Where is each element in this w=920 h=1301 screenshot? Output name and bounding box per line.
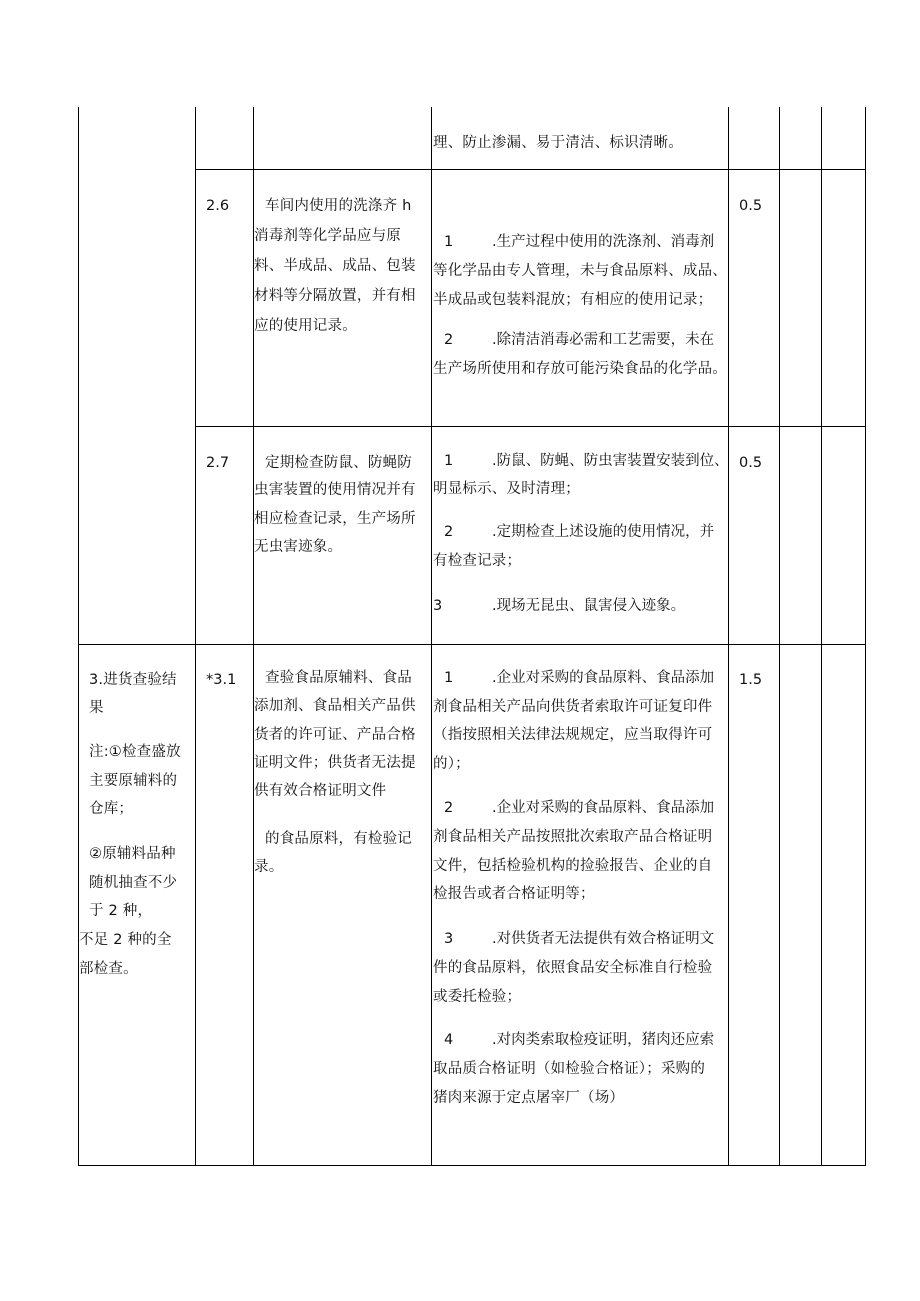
text-line: 供有效合格证明文件 [254, 783, 387, 799]
criterion-number: 3 [444, 931, 454, 947]
criterion-item [444, 929, 714, 949]
text-line: 车间内使用的洗涤齐 h [265, 198, 412, 214]
text-line: 3.进货查验结 [89, 672, 177, 688]
criterion-number: 1 [444, 453, 454, 469]
criterion-item [444, 232, 714, 252]
text-line: 件的食品原料，依照食品安全标准自行检验 [433, 960, 713, 976]
text-line: 主要原辅料的 [89, 773, 178, 789]
criterion-number: 2 [444, 800, 454, 816]
text-line: 注:①检查盛放 [89, 744, 181, 760]
text-line: 果 [89, 700, 104, 716]
text-line: 料、半成品、成品、包装 [254, 258, 416, 274]
text-line: 部检查。 [79, 961, 138, 977]
text-line: 虫害装置的使用情况并有 [254, 482, 416, 498]
item-id: 2.7 [206, 455, 230, 471]
item-id: *3.1 [206, 672, 237, 688]
criterion-item [444, 1030, 714, 1050]
text-line: .防鼠、防蝇、防虫害装置安装到位、 [492, 453, 729, 469]
text-line: 生产场所使用和存放可能污染食品的化学品。 [433, 361, 727, 377]
criteria-continuation: 理、防止渗漏、易于清洁、标识清晰。 [433, 135, 683, 151]
text-line: 录。 [254, 859, 284, 875]
criterion-number: 1 [444, 234, 454, 250]
criterion-item [444, 668, 714, 688]
text-line: 剂食品相关产品按照批次索取产品合格证明 [433, 829, 713, 845]
text-line: .企业对采购的食品原料、食品添加 [492, 800, 715, 816]
item-id: 2.6 [206, 198, 230, 214]
text-line: 仓库； [89, 801, 134, 817]
criterion-number: 2 [444, 524, 454, 540]
text-line: 材料等分隔放置，并有相 [254, 288, 416, 304]
text-line: .对供货者无法提供有效合格证明文 [492, 931, 715, 947]
text-line: 货者的许可证、产品合格 [254, 727, 416, 743]
text-line: 应的使用记录。 [254, 318, 357, 334]
text-line: 消毒剂等化学品应与原 [254, 228, 401, 244]
text-line: .除清洁消毒必需和工艺需要，未在 [492, 332, 715, 348]
text-line: .企业对采购的食品原料、食品添加 [492, 670, 715, 686]
grid-line [78, 644, 866, 645]
grid-line [728, 107, 729, 1166]
text-line: 添加剂、食品相关产品供 [254, 698, 416, 714]
criterion-item [444, 451, 729, 471]
grid-line [865, 107, 866, 1166]
text-line: .定期检查上述设施的使用情况，并 [492, 524, 715, 540]
text-line: 有检查记录； [433, 553, 522, 569]
grid-line [195, 107, 196, 1166]
text-line: 无虫害迹象。 [254, 539, 343, 555]
criterion-item [433, 596, 685, 616]
text-line: .生产过程中使用的洗涤剂、消毒剂 [492, 234, 715, 250]
criterion-number: 3 [433, 598, 443, 614]
criterion-item [444, 798, 714, 818]
grid-line [779, 107, 780, 1166]
text-line: 查验食品原辅料、食品 [265, 670, 412, 686]
grid-line [195, 426, 866, 427]
text-line: 或委托检验； [433, 989, 522, 1005]
grid-line [78, 1165, 866, 1166]
text-line: 不足 2 种的全 [79, 932, 172, 948]
grid-line [78, 107, 79, 1166]
text-line: 等化学品由专人管理，未与食品原料、成品、 [433, 263, 727, 279]
text-line: 随机抽查不少 [89, 875, 178, 891]
criterion-number: 4 [444, 1032, 454, 1048]
text-line: 证明文件；供货者无法提 [254, 755, 416, 771]
grid-line [195, 169, 866, 170]
text-line: 的食品原料，有检验记 [265, 831, 412, 847]
score: 0.5 [739, 455, 763, 471]
score: 0.5 [739, 198, 763, 214]
criterion-number: 1 [444, 670, 454, 686]
criterion-item [444, 330, 714, 350]
text-line: 的）； [433, 756, 470, 772]
grid-line [431, 107, 432, 1166]
text-line: 定期检查防鼠、防蝇防 [265, 455, 412, 471]
text-line: 于 2 种， [89, 903, 153, 919]
text-line: 剂食品相关产品向供货者索取许可证复印件 [433, 699, 713, 715]
criterion-number: 2 [444, 332, 454, 348]
score: 1.5 [739, 672, 763, 688]
text-line: .对肉类索取检疫证明，猪肉还应索 [492, 1032, 715, 1048]
text-line: （指按照相关法律法规规定，应当取得许可 [433, 727, 713, 743]
text-line: 取品质合格证明（如检验合格证）；采购的 [433, 1061, 706, 1077]
text-line: ②原辅料品种 [89, 846, 176, 862]
criterion-item [444, 522, 714, 542]
text-line: 文件，包括检验机构的捡验报告、企业的自 [433, 858, 713, 874]
text-line: 相应检查记录，生产场所 [254, 511, 416, 527]
text-line: 明显标示、及时清理； [433, 481, 580, 497]
text-line: .现场无昆虫、鼠害侵入迹象。 [492, 598, 686, 614]
text-line: 猪肉来源于定点屠宰厂（场） [433, 1090, 625, 1106]
text-line: 半成品或包装料混放；有相应的使用记录； [433, 292, 713, 308]
grid-line [821, 107, 822, 1166]
text-line: 检报告或者合格证明等； [433, 886, 595, 902]
